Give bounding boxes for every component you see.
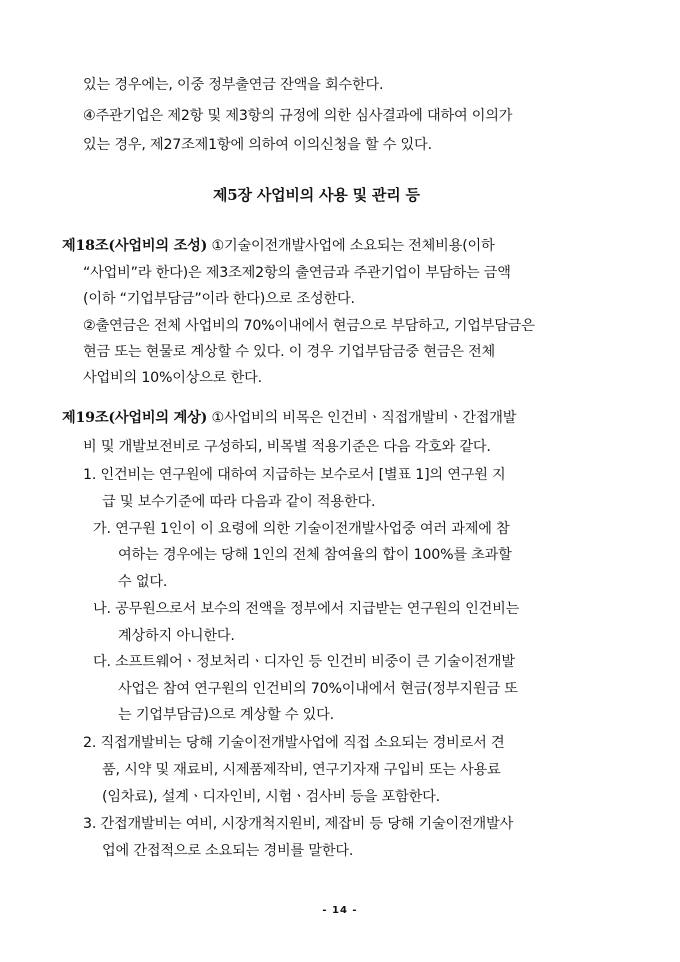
article-18-first-line (62, 236, 618, 256)
text-line: ②출연금은 전체 사업비의 70%이내에서 현금으로 부담하고, 기업부담금은 (83, 318, 535, 334)
article-18-heading: 제18조(사업비의 조성) (62, 238, 208, 254)
text-line: 2. 직접개발비는 당해 기술이전개발사업에 직접 소요되는 경비로서 견 (83, 735, 505, 751)
text-line: 여하는 경우에는 당해 1인의 전체 참여율의 합이 100%를 초과할 (118, 547, 512, 563)
article-19-first-line (62, 408, 618, 428)
text-line: 나. 공무원으로서 보수의 전액을 정부에서 지급받는 연구원의 인건비는 (93, 601, 520, 617)
text-line: 3. 간접개발비는 여비, 시장개척지원비, 제잡비 등 당해 기술이전개발사 (83, 816, 514, 832)
text-line: 업에 간접적으로 소요되는 경비를 말한다. (102, 843, 354, 859)
text-line: ①사업비의 비목은 인건비ㆍ직접개발비ㆍ간접개발 (211, 410, 517, 426)
text-line: 사업은 참여 연구원의 인건비의 70%이내에서 현금(정부지원금 또 (118, 681, 518, 697)
text-line: 현금 또는 현물로 계상할 수 있다. 이 경우 기업부담금중 현금은 전체 (83, 344, 496, 360)
text-line: 품, 시약 및 재료비, 시제품제작비, 연구기자재 구입비 또는 사용료 (102, 762, 501, 778)
text-line: “사업비”라 한다)은 제3조제2항의 출연금과 주관기업이 부담하는 금액 (83, 265, 511, 281)
text-line: 가. 연구원 1인이 이 요령에 의한 기술이전개발사업중 여러 과제에 참 (93, 521, 510, 537)
text-line: 사업비의 10%이상으로 한다. (83, 370, 262, 386)
text-line: (임차료), 설계ㆍ디자인비, 시험ㆍ검사비 등을 포함한다. (102, 789, 440, 805)
article-19-heading: 제19조(사업비의 계상) (62, 410, 208, 426)
text-line: 수 없다. (118, 574, 168, 590)
text-line: 는 기업부담금)으로 계상할 수 있다. (118, 707, 334, 723)
text-line: 다. 소프트웨어ㆍ정보처리ㆍ디자인 등 인건비 비중이 큰 기술이전개발 (93, 654, 515, 670)
text-line: 비 및 개발보전비로 구성하되, 비목별 적용기준은 다음 각호와 같다. (83, 439, 491, 455)
text-line: 있는 경우에는, 이중 정부출연금 잔액을 회수한다. (83, 77, 384, 93)
text-line: 1. 인건비는 연구원에 대하여 지급하는 보수로서 [별표 1]의 연구원 지 (83, 467, 506, 483)
text-line: 있는 경우, 제27조제1항에 의하여 이의신청을 할 수 있다. (83, 137, 432, 153)
text-line: ④주관기업은 제2항 및 제3항의 규정에 의한 심사결과에 대하여 이의가 (83, 108, 513, 124)
text-line: (이하 “기업부담금”이라 한다)으로 조성한다. (83, 291, 355, 307)
text-line: ①기술이전개발사업에 소요되는 전체비용(이하 (211, 238, 495, 254)
text-line: 계상하지 아니한다. (118, 628, 235, 644)
page-number: - 14 - (322, 905, 358, 916)
text-line: 급 및 보수기준에 따라 다음과 같이 적용한다. (102, 494, 376, 510)
chapter-title: 제5장 사업비의 사용 및 관리 등 (213, 186, 420, 204)
